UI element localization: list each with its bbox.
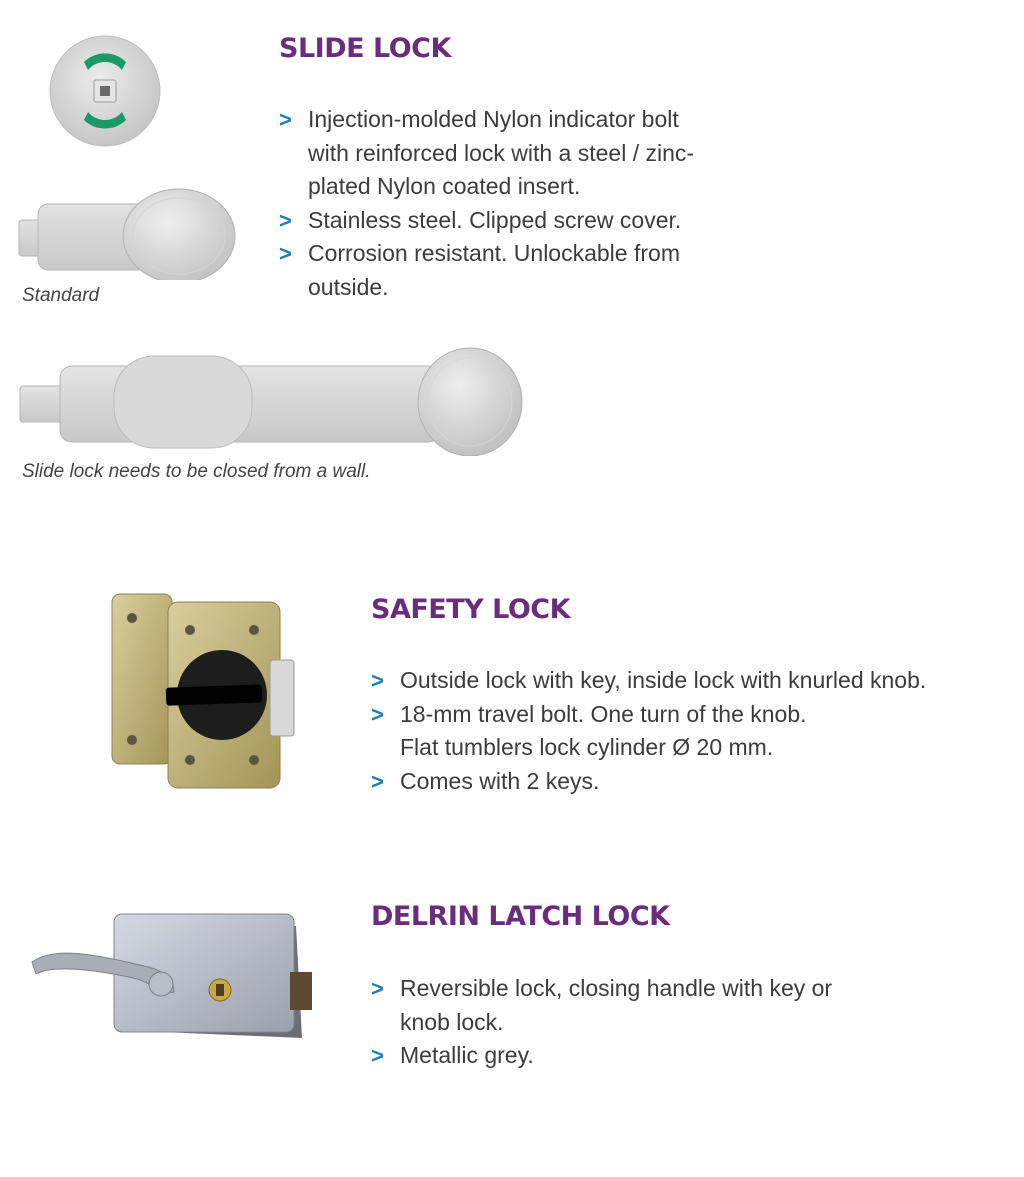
list-item: > 18-mm travel bolt. One turn of the knob. Flat tumblers lock cylinder Ø 20 mm. [371,698,840,765]
list-item: > Outside lock with key, inside lock with knurled knob. [371,664,971,698]
chevron-right-icon: > [371,1043,384,1068]
chevron-right-icon: > [371,976,384,1001]
wall-caption: Slide lock needs to be closed from a wall. [22,461,371,482]
standard-slide-lock-image [16,180,240,280]
chevron-right-icon: > [279,207,292,233]
list-item: > Stainless steel. Clipped screw cover. [279,204,719,238]
standard-caption: Standard [22,285,100,306]
slide-lock-bullets [279,103,719,304]
safety-lock-bullets [371,664,971,798]
wall-slide-lock-image [16,344,528,456]
slide-lock-title: SLIDE LOCK [279,33,451,64]
safety-lock-title: SAFETY LOCK [371,594,571,625]
list-item: > Injection-molded Nylon indicator bolt with reinforced lock with a steel / zinc-plated Nylon coated insert. [279,103,719,204]
delrin-latch-lock-image [24,910,324,1050]
list-item: > Corrosion resistant. Unlockable from outside. [279,237,719,304]
list-item: > Metallic grey. [371,1039,841,1073]
safety-lock-image [104,590,304,790]
delrin-latch-lock-title: DELRIN LATCH LOCK [371,901,670,932]
list-item: > Reversible lock, closing handle with key or knob lock. [371,972,841,1039]
chevron-right-icon: > [279,107,292,132]
chevron-right-icon: > [279,241,292,266]
chevron-right-icon: > [371,768,384,794]
delrin-latch-lock-bullets [371,972,841,1073]
list-item: > Comes with 2 keys. [371,765,971,799]
indicator-disc-image [44,34,166,148]
chevron-right-icon: > [371,701,384,727]
chevron-right-icon: > [371,668,384,693]
